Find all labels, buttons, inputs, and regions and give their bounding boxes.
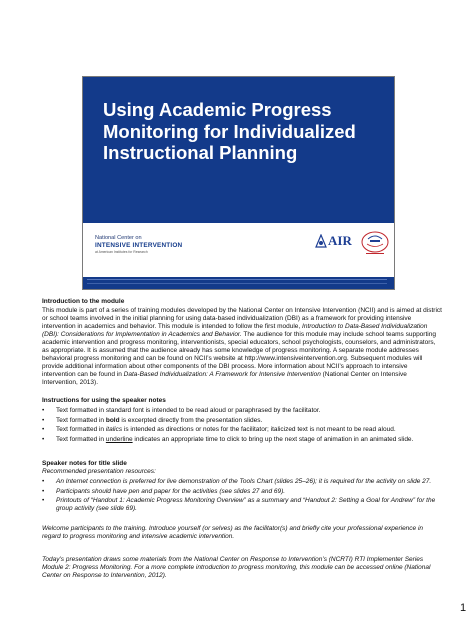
list-item xyxy=(42,407,442,417)
air-logo-text: AIR xyxy=(328,233,352,248)
speaker-item-2-post: is excerpted directly from the presentation slides. xyxy=(119,416,263,424)
list-item: • An Internet connection is preferred for live demonstration of the Tools Chart (slides 25–26); it is required for the activity on slide 27. xyxy=(42,478,442,486)
list-item: • Printouts of “Handout 1: Academic Progress Monitoring Overview” as a summary and “Handout 2: Setting a Goal for Andrew” for the group activity (see slide 69). xyxy=(42,497,442,513)
intro-section xyxy=(42,298,442,387)
slide-title: Using Academic Progress Monitoring for Individualized Instructional Planning xyxy=(103,99,356,163)
slide-footer-band xyxy=(83,277,394,289)
footer-fine-print xyxy=(87,279,387,280)
speaker-item-3-em: italics xyxy=(105,426,123,433)
speaker-item-4-post: indicates an appropriate time to click to bring up the next stage of animation in an animated slide. xyxy=(132,435,414,443)
today-paragraph: Today’s presentation draws some materials from the National Center on Response to Intervention’s (NCRTI) RTI Implementer Series Module 2: Progress Monitoring. For a more complete introduction to progress monitoring, this module can be accessed online (National Center on Response to Intervention, 2012). xyxy=(42,556,431,579)
resources-label: Recommended presentation resources: xyxy=(42,468,156,475)
air-mark-icon xyxy=(315,234,327,248)
list-item xyxy=(42,436,442,446)
nci-logo-top: National Center on xyxy=(95,235,142,241)
speaker-item-2-pre: Text formatted in xyxy=(56,416,106,424)
footer-fine-print-2 xyxy=(87,283,387,284)
speaker-item-3-pre: Text formatted in xyxy=(56,426,106,433)
speaker-instructions-heading: Instructions for using the speaker notes xyxy=(42,397,166,404)
page-number: 1 xyxy=(460,602,467,614)
list-item xyxy=(42,426,442,436)
intro-text-c: The audience for this module may include school teams supporting academic intervention and progress monitoring, interventionists, special educators, school psychologists, counselors, and administrators, as appropriate. It is assumed that the audience already has some knowledge of progress monitoring. A separate module addresses behavioral progress monitoring and can be found on NCII’s website at http://www.intensiveintervention.org. Subsequent modules will provide additional information about other components of the DBI process. More information about NCII’s approach to intensive intervention can be found in xyxy=(42,331,436,378)
speaker-item-3-post: is intended as directions or notes for the facilitator; italicized text is not meant to be read aloud. xyxy=(122,426,396,433)
title-slide-notes-section xyxy=(42,460,442,515)
title-slide-notes-heading: Speaker notes for title slide xyxy=(42,460,127,467)
intro-text-a: This module is part of a series of training modules developed by the National Center on Intensive Intervention (NCII) and is aimed at district or school teams involved in the initial planning for using data-based individualization (DBI) as a framework for providing intensive intervention in academics and behavior. This module is intended to follow the first module, xyxy=(42,307,442,330)
speaker-instructions-section xyxy=(42,397,442,445)
list-item xyxy=(42,417,442,427)
speaker-item-4-pre: Text formatted in xyxy=(56,435,106,443)
speaker-instructions-list xyxy=(42,407,442,445)
speaker-item-4-em: underline xyxy=(105,435,133,443)
intro-text-e: (National Center on Intensive Intervention, 2013). xyxy=(42,371,407,386)
speaker-item-2-em: bold xyxy=(105,416,120,424)
slide-thumbnail xyxy=(82,76,395,290)
air-logo xyxy=(315,233,357,255)
slide-logo-band xyxy=(83,223,394,277)
intro-heading: Introduction to the module xyxy=(42,298,125,305)
resources-list xyxy=(42,478,442,513)
nci-logo-sub: at American Institutes for Research xyxy=(95,250,148,254)
intro-text-b: Introduction to Data-Based Individualization (DBI): Considerations for Implementation in Academics and Behavior. xyxy=(42,323,428,338)
nci-logo-main: INTENSIVE INTERVENTION xyxy=(95,242,183,249)
ideas-that-work-logo xyxy=(360,229,390,257)
intro-text-d: Data-Based Individualization: A Framework for Intensive Intervention xyxy=(123,371,321,378)
intro-paragraph xyxy=(42,307,442,387)
slide-title-band xyxy=(83,77,394,223)
nci-logo xyxy=(95,235,182,255)
welcome-paragraph: Welcome participants to the training. Introduce yourself (or selves) as the facilitator(s) and briefly cite your professional experience in regard to progress monitoring and intensive academic intervention. xyxy=(42,525,424,540)
speaker-item-1: Text formatted in standard font is intended to be read aloud or paraphrased by the facilitator. xyxy=(56,407,321,414)
list-item: • Participants should have pen and paper for the activities (see slides 27 and 69). xyxy=(42,488,442,496)
